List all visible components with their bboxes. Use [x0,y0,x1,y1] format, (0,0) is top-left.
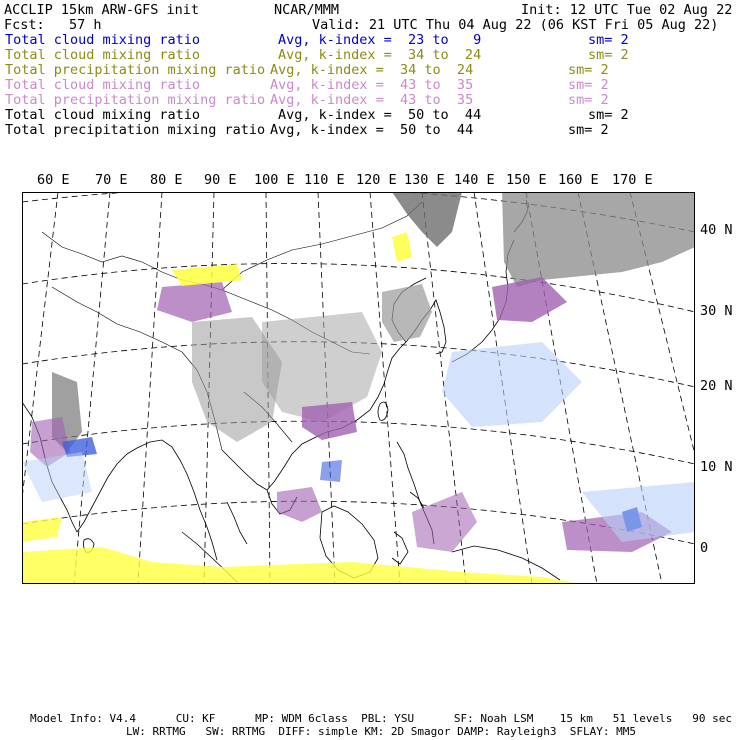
lon-label: 140 E [454,172,495,188]
center-label: NCAR/MMM [274,2,340,18]
legend-field: Total cloud mixing ratio [5,107,201,123]
legend-avg: Avg, k-index = 43 to 35 [270,92,474,108]
lon-label: 100 E [254,172,295,188]
legend-avg: Avg, k-index = 43 to 35 [270,77,474,93]
valid-time: Valid: 21 UTC Thu 04 Aug 22 (06 KST Fri 05 Aug 22) [312,17,719,33]
legend-sm: sm= 2 [568,92,609,108]
map-panel [22,192,695,584]
legend-field: Total cloud mixing ratio [5,32,201,48]
model-physics: LW: RRTMG SW: RRTMG DIFF: simple KM: 2D Smagor DAMP: Rayleigh3 SFLAY: MM5 [126,725,636,738]
lon-label: 160 E [558,172,599,188]
lon-label: 170 E [612,172,653,188]
lon-label: 70 E [95,172,128,188]
plot-title: ACCLIP 15km ARW-GFS init [4,2,200,18]
lon-label: 60 E [37,172,70,188]
legend-field: Total precipitation mixing ratio [5,122,266,138]
lon-label: 130 E [404,172,445,188]
legend-field: Total cloud mixing ratio [5,77,201,93]
lat-label: 30 N [700,303,733,319]
lat-label: 20 N [700,378,733,394]
legend-field: Total precipitation mixing ratio [5,62,266,78]
lon-label: 90 E [204,172,237,188]
legend-avg: Avg, k-index = 34 to 24 [270,62,474,78]
legend-field: Total cloud mixing ratio [5,47,201,63]
model-info: Model Info: V4.4 CU: KF MP: WDM 6class PBL: YSU SF: Noah LSM 15 km 51 levels 90 sec [30,712,732,725]
legend-avg: Avg, k-index = 50 to 44 [270,122,474,138]
legend-avg: Avg, k-index = 50 to 44 [278,107,482,123]
legend-sm: sm= 2 [588,32,629,48]
lat-label: 40 N [700,222,733,238]
legend-avg: Avg, k-index = 23 to 9 [278,32,482,48]
legend-sm: sm= 2 [568,62,609,78]
legend-avg: Avg, k-index = 34 to 24 [278,47,482,63]
legend-sm: sm= 2 [588,107,629,123]
lon-label: 110 E [304,172,345,188]
legend-sm: sm= 2 [588,47,629,63]
lon-label: 150 E [506,172,547,188]
lon-label: 80 E [150,172,183,188]
legend-field: Total precipitation mixing ratio [5,92,266,108]
lon-label: 120 E [356,172,397,188]
init-time: Init: 12 UTC Tue 02 Aug 22 [521,2,733,18]
lat-label: 0 [700,540,709,556]
blue-scs [320,460,342,482]
lat-label: 10 N [700,459,733,475]
forecast-hour: Fcst: 57 h [4,17,102,33]
legend-sm: sm= 2 [568,77,609,93]
legend-sm: sm= 2 [568,122,609,138]
